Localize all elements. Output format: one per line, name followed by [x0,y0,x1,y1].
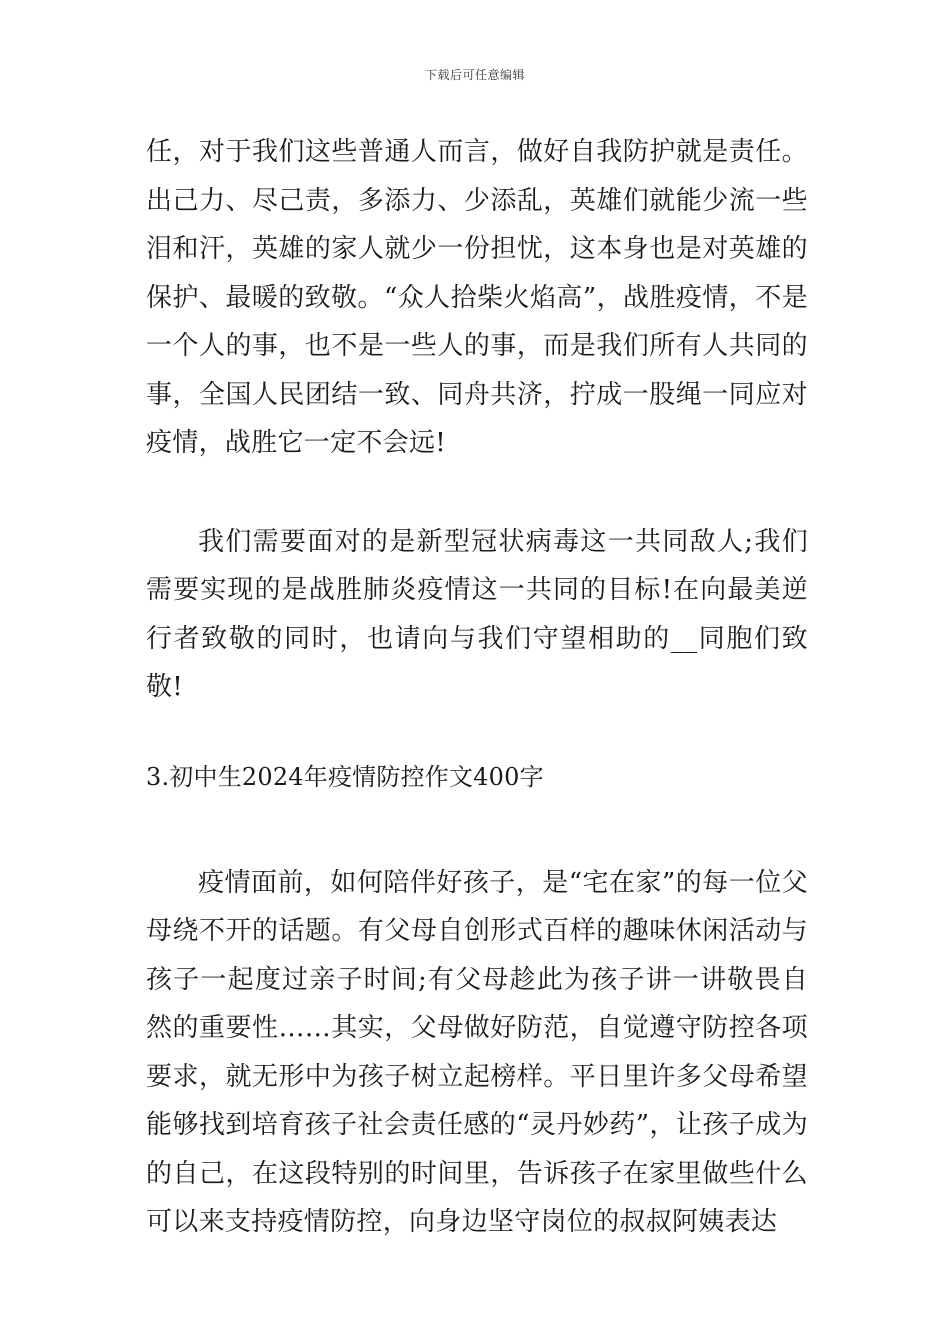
section-gap [146,801,808,859]
document-body [146,128,808,1247]
paragraph-salute: 我们需要面对的是新型冠状病毒这一共同敌人;我们需要实现的是战胜肺炎疫情这一共同的目标!在向最美逆行者致敬的同时，也请向与我们守望相助的__同胞们致敬! [146,526,808,702]
paragraph-essay: 疫情面前，如何陪伴好孩子，是“宅在家”的每一位父母绕不开的话题。有父母自创形式百样的趣味休闲活动与孩子一起度过亲子时间;有父母趁此为孩子讲一讲敬畏自然的重要性……其实，父母做好防范，自觉遵守防控各项要求，就无形中为孩子树立起榜样。平日里许多父母希望能够找到培育孩子社会责任感的“灵丹妙药”，让孩子成为的自己，在这段特别的时间里，告诉孩子在家里做些什么可以来支持疫情防控，向身边坚守岗位的叔叔阿姨表达 [146,867,808,1237]
paragraph-gap [146,468,808,518]
section-heading: 3.初中生2024年疫情防控作文400字 [146,762,544,791]
paragraph-continuation: 任，对于我们这些普通人而言，做好自我防护就是责任。出己力、尽己责，多添力、少添乱，英雄们就能少流一些泪和汗，英雄的家人就少一份担忧，这本身也是对英雄的保护、最暖的致敬。“众人拾柴火焰高”，战胜疫情，不是一个人的事，也不是一些人的事，而是我们所有人共同的事，全国人民团结一致、同舟共济，拧成一股绳一同应对疫情，战胜它一定不会远! [146,137,808,458]
page-header: 下载后可任意编辑 [424,68,525,82]
section-gap [146,712,808,753]
